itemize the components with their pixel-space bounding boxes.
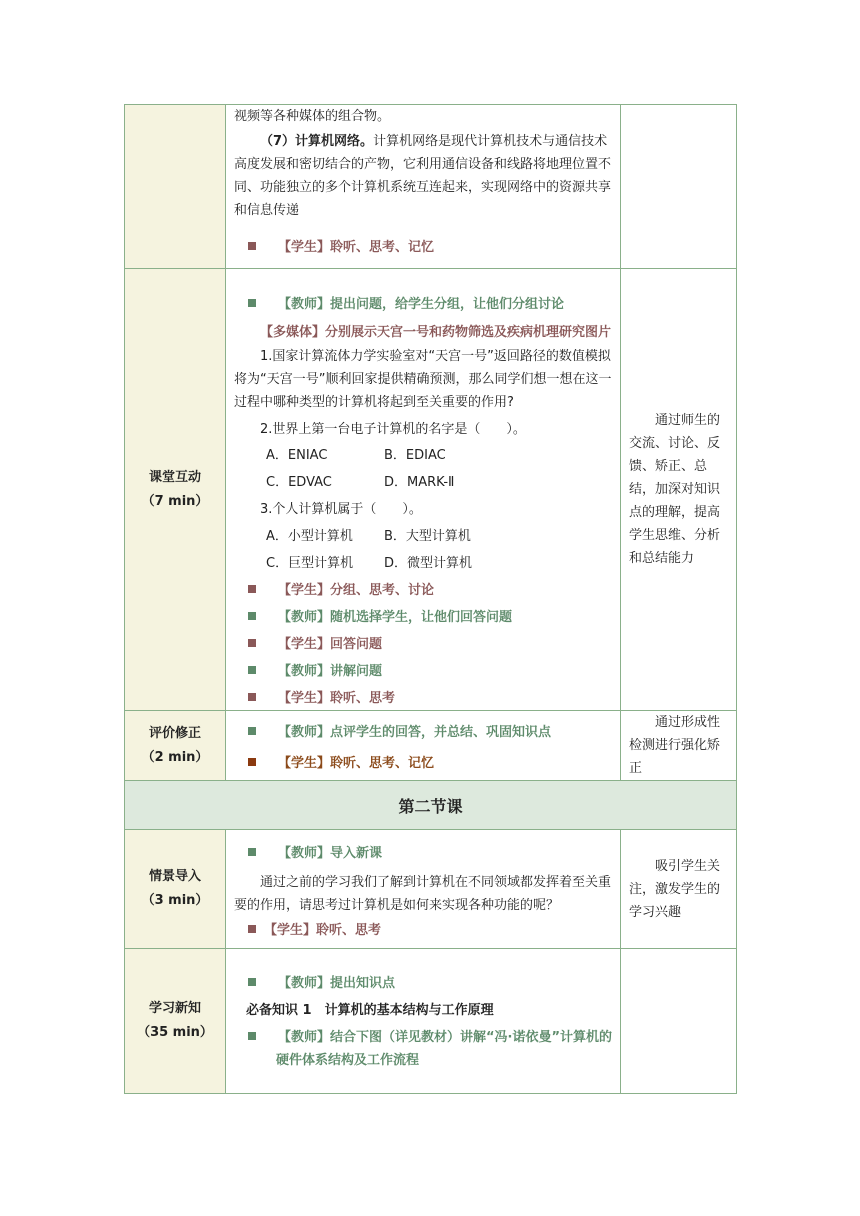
- note-cell-empty: [621, 105, 737, 269]
- teacher-activity-text: 【教师】点评学生的回答，并总结、巩固知识点: [278, 725, 552, 740]
- bullet-square-icon: [248, 639, 256, 647]
- content-cell: [226, 949, 621, 1094]
- item-number: （7）: [260, 134, 296, 149]
- section-title: 第二节课: [125, 781, 737, 830]
- option: C．巨型计算机: [266, 556, 354, 571]
- option: B．EDIAC: [384, 448, 446, 463]
- note-cell: [621, 830, 737, 949]
- multimedia-line: [234, 321, 614, 344]
- bullet-square-icon: [248, 848, 256, 856]
- student-activity-text: 【学生】聆听、思考、记忆: [278, 756, 435, 771]
- option: D．MARK-Ⅱ: [384, 475, 455, 490]
- option: A．ENIAC: [266, 448, 328, 463]
- row-classroom-interaction: [125, 269, 737, 711]
- teacher-activity-text: 【教师】随机选择学生，让他们回答问题: [278, 610, 513, 625]
- note-text: 吸引学生关注，激发学生的学习兴趣: [629, 858, 721, 920]
- option: C．EDVAC: [266, 475, 332, 490]
- option: A．小型计算机: [266, 529, 353, 544]
- bullet-square-icon: [248, 612, 256, 620]
- teacher-activity: [234, 293, 614, 316]
- row-scenario-intro: [125, 830, 737, 949]
- option: B．大型计算机: [384, 529, 471, 544]
- label-time: （3 min）: [141, 893, 209, 908]
- label-title: 评价修正: [148, 725, 201, 741]
- note-cell: [621, 711, 737, 781]
- bullet-square-icon: [248, 758, 256, 766]
- bullet-square-icon: [248, 925, 256, 933]
- paragraph-network: [234, 130, 614, 222]
- note-text: 通过师生的交流、讨论、反馈、矫正、总结，加深对知识点的理解，提高学生思维、分析和总结能力: [629, 413, 721, 566]
- options-row: [234, 552, 614, 575]
- student-activity: [234, 633, 614, 656]
- student-activity-text: 【学生】聆听、思考、记忆: [278, 240, 435, 255]
- bullet-square-icon: [248, 666, 256, 674]
- student-activity: [234, 919, 614, 942]
- teacher-activity-text: 【教师】提出问题，给学生分组，让他们分组讨论: [278, 297, 565, 312]
- label-title: 情景导入: [148, 869, 201, 884]
- teacher-activity: [234, 1026, 614, 1072]
- item-text: 计算机网络是现代计算机技术与通信技术高度发展和密切结合的产物，它利用通信设备和线路将地理位置不同、功能独立的多个计算机系统互连起来，实现网络中的资源共享和信息传递: [234, 134, 612, 218]
- bullet-square-icon: [248, 585, 256, 593]
- bullet-square-icon: [248, 1032, 256, 1040]
- bullet-square-icon: [248, 693, 256, 701]
- multimedia-text: 【多媒体】分别展示天宫一号和药物筛选及疾病机理研究图片: [260, 325, 612, 340]
- student-activity-text: 【学生】聆听、思考: [264, 923, 382, 938]
- teacher-activity: [234, 721, 614, 744]
- row-label: [125, 949, 226, 1094]
- row-label: [125, 711, 226, 781]
- question-2: 2.世界上第一台电子计算机的名字是（ ）。: [260, 422, 526, 437]
- teacher-activity: [234, 842, 614, 865]
- student-activity: [234, 236, 614, 259]
- content-cell: [226, 105, 621, 269]
- student-activity: [234, 752, 614, 775]
- label-time: （35 min）: [137, 1025, 213, 1040]
- question-3: 3.个人计算机属于（ ）。: [260, 502, 422, 517]
- row-label: [125, 269, 226, 711]
- content-cell: [226, 830, 621, 949]
- row-continued-content: [125, 105, 737, 269]
- teacher-activity: [234, 606, 614, 629]
- teacher-activity-text: 【教师】提出知识点: [278, 976, 396, 991]
- student-activity: [234, 687, 614, 710]
- bullet-square-icon: [248, 727, 256, 735]
- content-cell: [226, 711, 621, 781]
- row-label-empty: [125, 105, 226, 269]
- teacher-activity: [234, 660, 614, 683]
- teacher-activity-text: 【教师】导入新课: [278, 846, 383, 861]
- row-new-knowledge: [125, 949, 737, 1094]
- knowledge-heading: 必备知识 1 计算机的基本结构与工作原理: [246, 1003, 494, 1018]
- question-1: 1.国家计算流体力学实验室对“天宫一号”返回路径的数值模拟将为“天宫一号”顺利回家提供精确预测，那么同学们想一想在这一过程中哪种类型的计算机将起到至关重要的作用?: [234, 349, 612, 410]
- teacher-activity-text: 【教师】讲解问题: [278, 664, 383, 679]
- content-text: 视频等各种媒体的组合物。: [234, 109, 391, 124]
- options-row: [234, 525, 614, 548]
- note-cell-empty: [621, 949, 737, 1094]
- label-title: 学习新知: [148, 1001, 201, 1016]
- teacher-activity: [234, 972, 614, 995]
- student-activity-text: 【学生】聆听、思考: [278, 691, 396, 706]
- item-title: 计算机网络。: [295, 134, 374, 149]
- label-time: （2 min）: [141, 749, 209, 765]
- row-label: [125, 830, 226, 949]
- intro-paragraph: 通过之前的学习我们了解到计算机在不同领域都发挥着至关重要的作用，请思考过计算机是如何来实现各种功能的呢？: [234, 875, 612, 913]
- label-title: 课堂互动: [148, 469, 201, 485]
- option: D．微型计算机: [384, 556, 473, 571]
- student-activity-text: 【学生】回答问题: [278, 637, 383, 652]
- bullet-square-icon: [248, 242, 256, 250]
- student-activity-text: 【学生】分组、思考、讨论: [278, 583, 435, 598]
- section-row: [125, 781, 737, 830]
- student-activity: [234, 579, 614, 602]
- row-evaluation: [125, 711, 737, 781]
- teacher-activity-text: 【教师】结合下图（详见教材）讲解“冯·诺依曼”计算机的硬件体系结构及工作流程: [276, 1030, 613, 1068]
- bullet-square-icon: [248, 978, 256, 986]
- note-cell: [621, 269, 737, 711]
- bullet-square-icon: [248, 299, 256, 307]
- options-row: [234, 444, 614, 467]
- lesson-plan-table: [124, 104, 737, 1094]
- note-text: 通过形成性检测进行强化矫正: [629, 715, 721, 776]
- options-row: [234, 471, 614, 494]
- label-time: （7 min）: [141, 493, 209, 509]
- content-cell: [226, 269, 621, 711]
